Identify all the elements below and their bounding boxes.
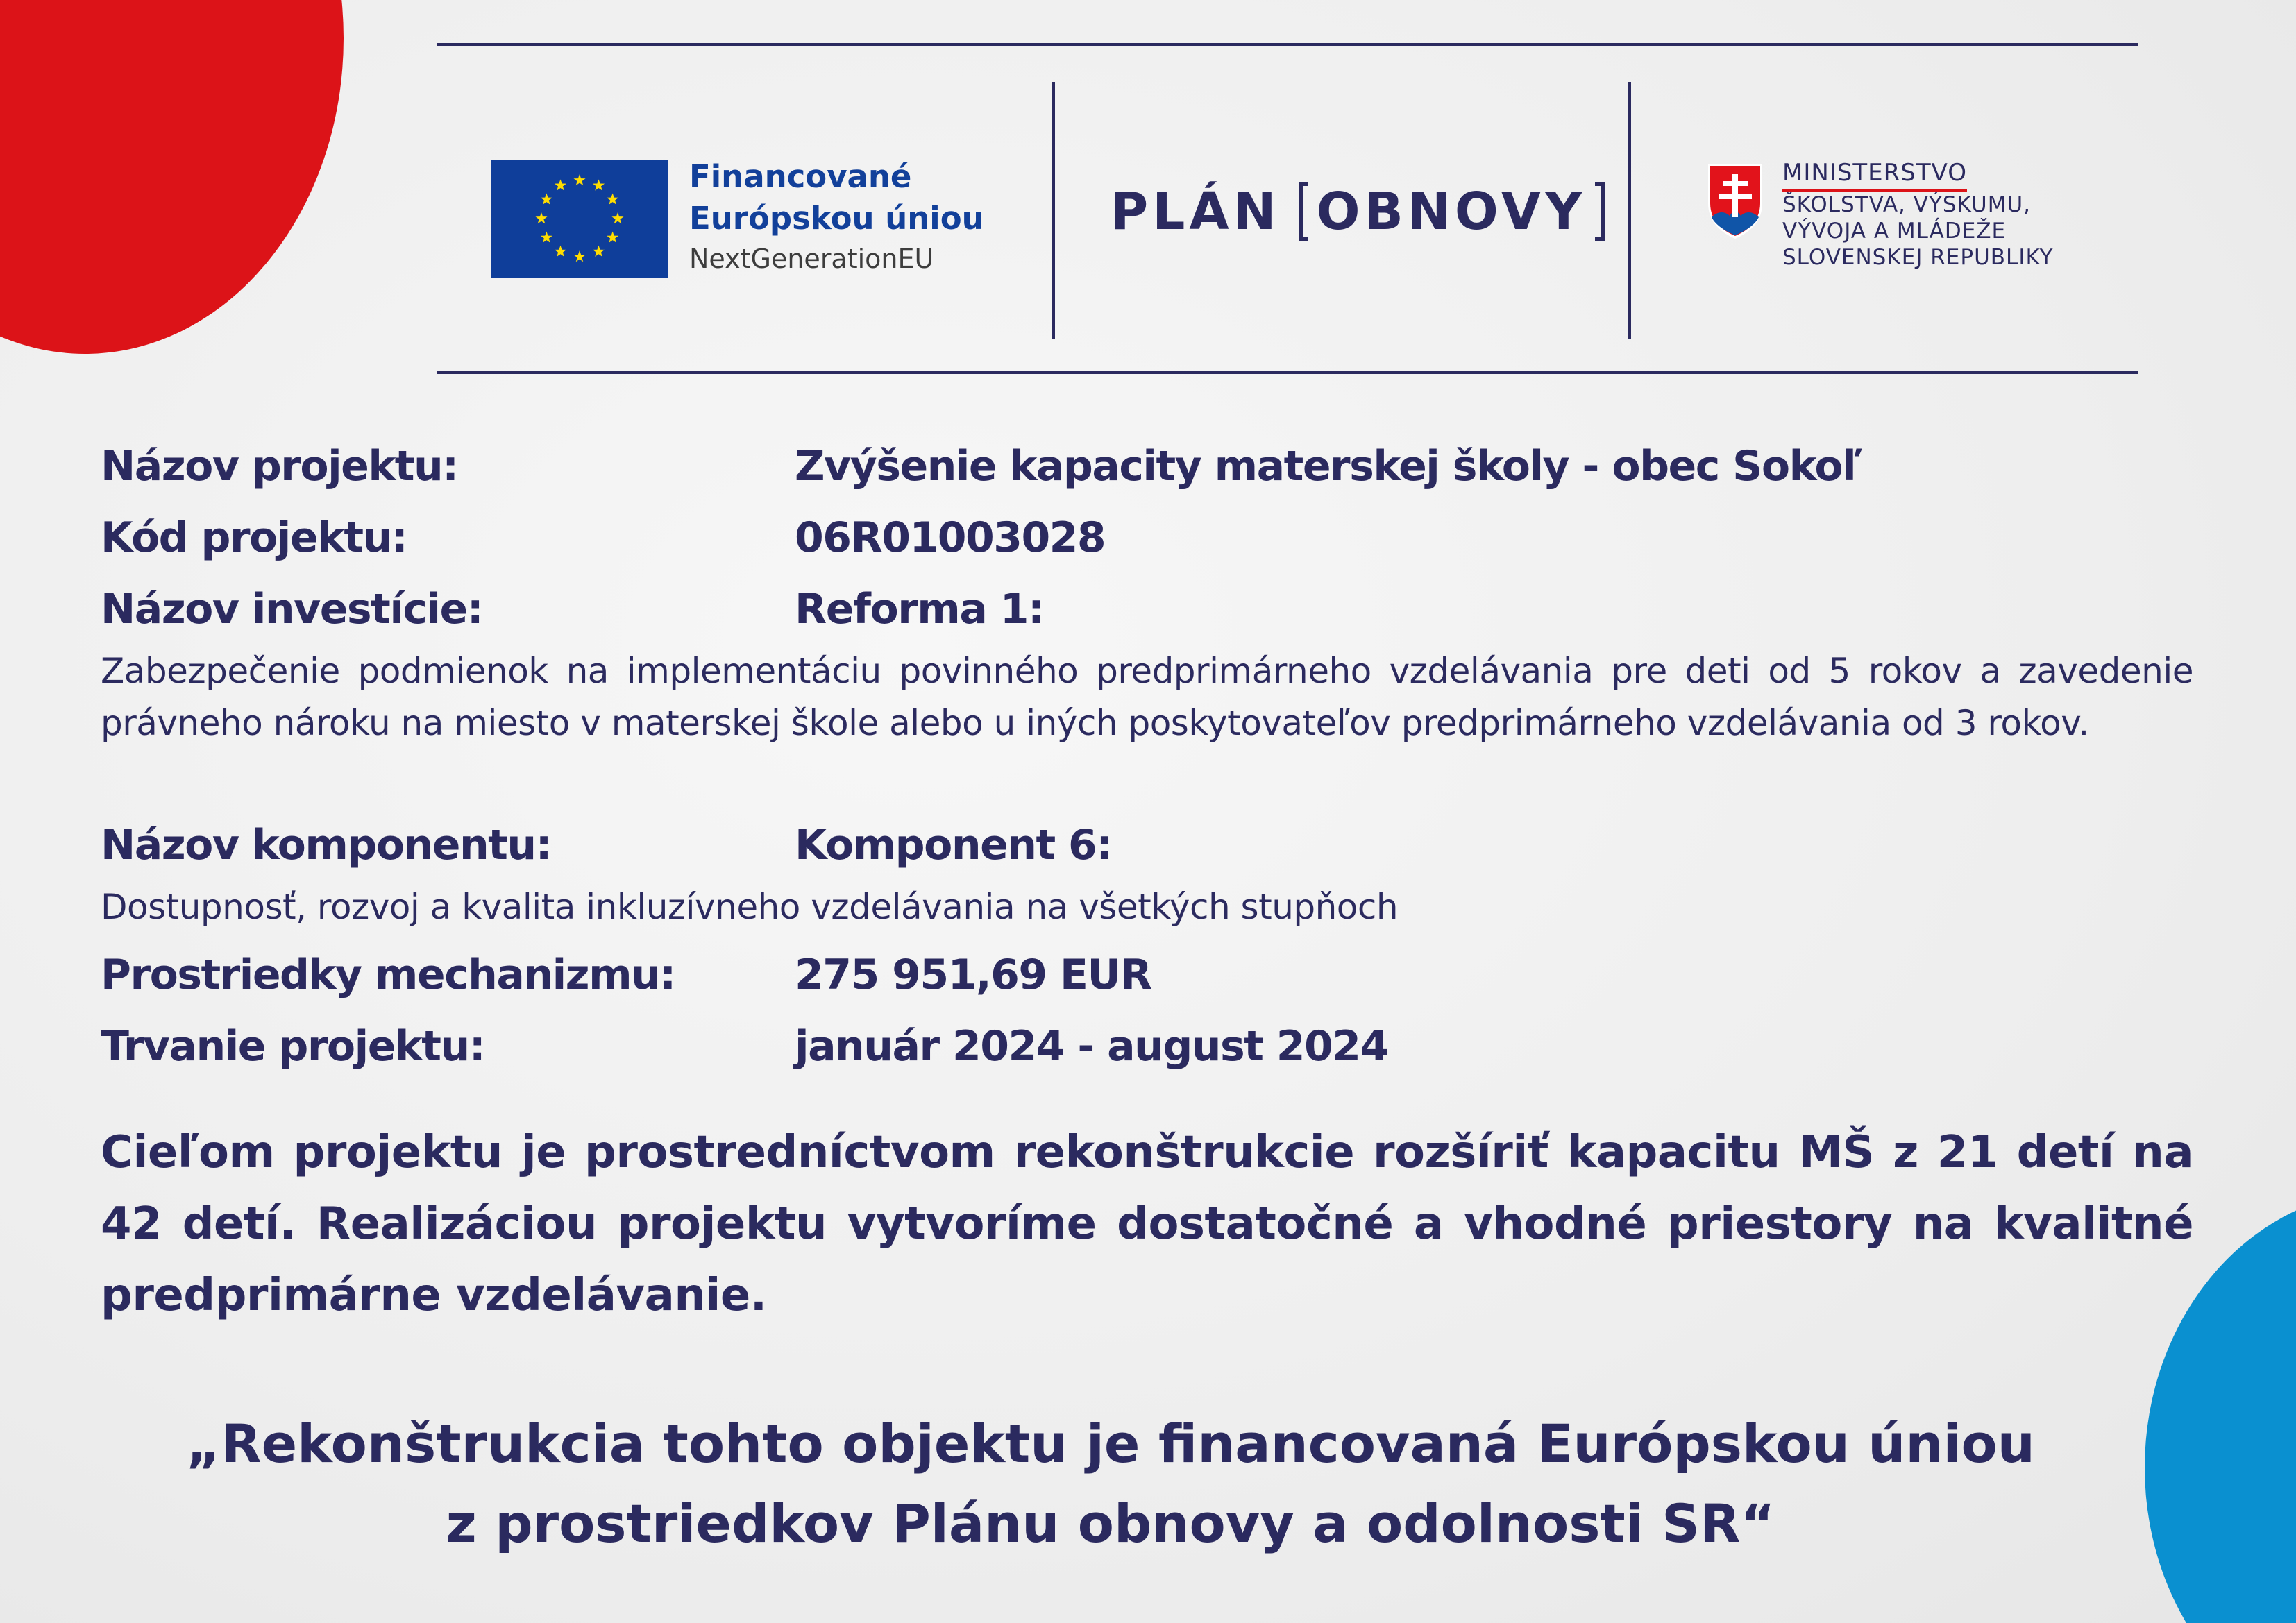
project-code-value: 06R01003028 — [795, 513, 1106, 562]
investment-description: Zabezpečenie podmienok na implementáciu povinného predprimárneho vzdelávania pre deti od 5 rokov a zavedenie právneho nároku na miesto v materskej škole alebo u iných poskytovateľov predprimárneho vzdelávania od 3 rokov. — [101, 651, 2193, 743]
eu-star-icon — [573, 174, 585, 185]
logo-separator-right — [1628, 82, 1631, 339]
red-corner-shape — [0, 0, 344, 354]
funding-quote-line-1: „Rekonštrukcia tohto objektu je financovaná Európskou úniou — [186, 1413, 2035, 1475]
eu-funding-text — [689, 156, 984, 278]
left-bracket-icon — [1299, 182, 1312, 241]
right-bracket-icon — [1591, 182, 1605, 241]
logo-separator-left — [1052, 82, 1055, 339]
header-bottom-divider — [437, 371, 2138, 374]
ministry-line-3: VÝVOJA A MLÁDEŽE — [1782, 219, 2007, 244]
ministry-line-4: SLOVENSKEJ REPUBLIKY — [1782, 245, 2054, 270]
component-value: Komponent 6: — [795, 821, 1112, 869]
component-description: Dostupnosť, rozvoj a kvalita inkluzívneho vzdelávania na všetkých stupňoch — [101, 887, 1399, 927]
project-name-value: Zvýšenie kapacity materskej školy - obec Sokoľ — [795, 442, 1862, 491]
eu-star-icon — [541, 194, 552, 205]
eu-star-icon — [607, 232, 618, 243]
project-code-label: Kód projektu: — [101, 513, 407, 562]
slovak-coat-of-arms-icon — [1706, 162, 1764, 239]
plan-word: PLÁN — [1111, 182, 1281, 241]
component-label: Názov komponentu: — [101, 821, 552, 869]
eu-star-icon — [607, 194, 618, 205]
eu-star-icon — [573, 250, 585, 262]
eu-star-icon — [541, 232, 552, 243]
plan-obnovy-logo — [1111, 177, 1605, 246]
eu-union-line: Európskou úniou — [689, 200, 984, 237]
project-name-label: Názov projektu: — [101, 442, 458, 491]
funds-label: Prostriedky mechanizmu: — [101, 951, 675, 999]
funding-quote-line-2: z prostriedkov Plánu obnovy a odolnosti SR“ — [446, 1493, 1775, 1554]
eu-star-icon — [555, 246, 566, 257]
eu-flag-icon — [491, 160, 668, 278]
eu-star-icon — [611, 212, 623, 223]
eu-star-icon — [593, 179, 605, 190]
project-goal: Cieľom projektu je prostredníctvom rekonštrukcie rozšíriť kapacitu MŠ z 21 detí na 42 detí. Realizáciou projektu vytvoríme dostatočné a vhodné priestory na kvalitné predprimárne vzdelávanie. — [101, 1127, 2193, 1321]
eu-star-icon — [593, 246, 605, 257]
ministry-line-2: ŠKOLSTVA, VÝSKUMU, — [1782, 192, 2032, 217]
next-generation-eu: NextGenerationEU — [689, 244, 934, 274]
duration-label: Trvanie projektu: — [101, 1022, 485, 1071]
investment-value: Reforma 1: — [795, 585, 1044, 634]
obnovy-bracketed — [1299, 182, 1605, 241]
top-divider — [437, 43, 2138, 46]
ministry-title: MINISTERSTVO — [1782, 158, 1967, 192]
ministry-text — [1782, 158, 2054, 271]
eu-star-icon — [535, 212, 547, 223]
obnovy-word: OBNOVY — [1316, 182, 1587, 241]
investment-label: Názov investície: — [101, 585, 483, 634]
eu-funded-line: Financované — [689, 158, 912, 195]
duration-value: január 2024 - august 2024 — [795, 1022, 1388, 1071]
eu-star-icon — [555, 179, 566, 190]
funds-value: 275 951,69 EUR — [795, 951, 1151, 999]
